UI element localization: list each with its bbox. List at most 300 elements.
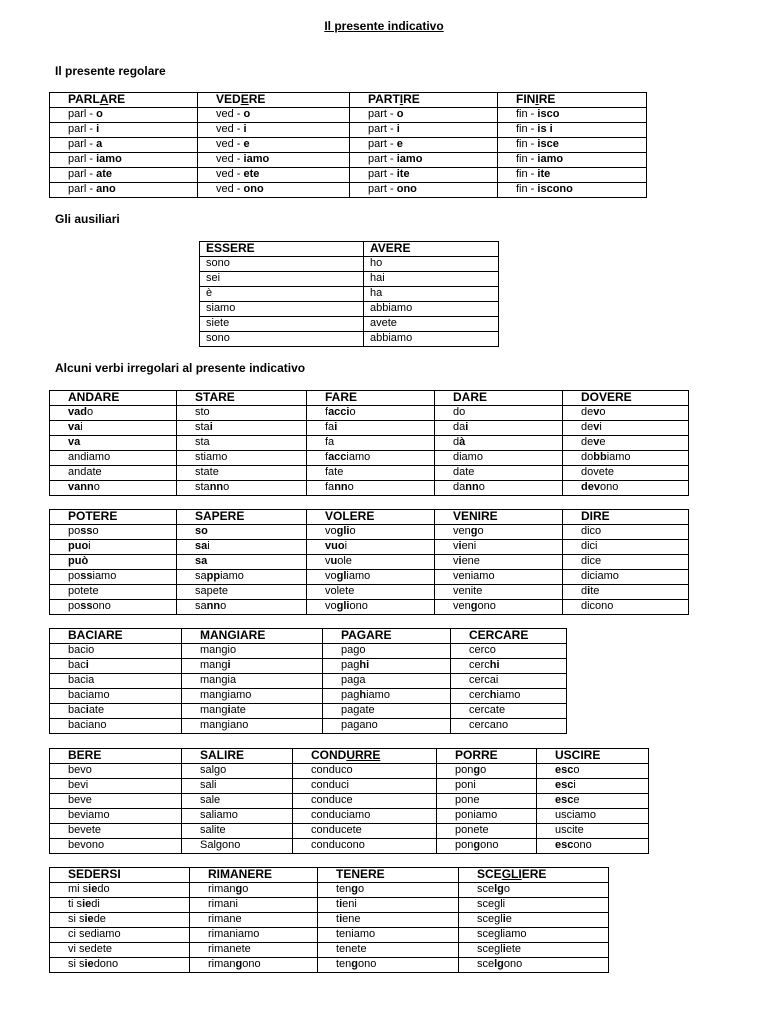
- column-header: [307, 391, 435, 406]
- text-segment: salite: [200, 824, 226, 837]
- text-segment: o: [242, 883, 249, 896]
- text-segment: mangiamo: [200, 689, 252, 702]
- text-segment: si s: [68, 913, 85, 926]
- ending-highlight: isce: [537, 138, 559, 151]
- ending-highlight: ono: [396, 183, 417, 196]
- ending-highlight: ite: [537, 168, 551, 181]
- text-segment: mang: [200, 704, 228, 717]
- table-row: [50, 674, 567, 689]
- table-cell: [498, 168, 647, 183]
- text-segment: fa: [325, 481, 335, 494]
- table-cell: [451, 644, 567, 659]
- table-cell: [198, 183, 350, 198]
- text-segment: e: [573, 794, 580, 807]
- column-header: [50, 629, 182, 644]
- section-heading-ausiliari: Gli ausiliari: [55, 212, 120, 226]
- table-cell: [177, 540, 307, 555]
- ending-highlight: i: [458, 555, 462, 568]
- text-segment: o: [220, 600, 227, 613]
- table-cell: [50, 809, 182, 824]
- table-row: [50, 689, 567, 704]
- text-segment: avete: [370, 317, 397, 330]
- table-cell: [50, 555, 177, 570]
- ending-highlight: isco: [537, 108, 560, 121]
- table-cell: [50, 928, 190, 943]
- ending-highlight: g: [235, 883, 243, 896]
- text-segment: i: [80, 421, 83, 434]
- ending-highlight: i: [85, 659, 89, 672]
- ending-highlight: nn: [209, 481, 224, 494]
- column-header: [50, 391, 177, 406]
- ending-highlight: g: [473, 764, 481, 777]
- ending-highlight: i: [458, 540, 462, 553]
- table-cell: [293, 794, 437, 809]
- column-header: [50, 749, 182, 764]
- text-segment: SAPERE: [195, 509, 245, 524]
- table-header-row: [50, 391, 689, 406]
- table-cell: [323, 704, 451, 719]
- text-segment: cerc: [469, 659, 490, 672]
- text-segment: ci sediamo: [68, 928, 121, 941]
- text-segment: te: [590, 585, 600, 598]
- text-segment: ate: [230, 704, 246, 717]
- text-segment: parl -: [68, 153, 97, 166]
- table-cell: [293, 779, 437, 794]
- text-segment: parl -: [68, 123, 97, 136]
- text-segment: sto: [195, 406, 210, 419]
- underlined-segment: GLI: [501, 867, 522, 882]
- table-cell: [50, 839, 182, 854]
- table-cell: [177, 421, 307, 436]
- text-segment: sa: [195, 570, 207, 583]
- table-cell: [350, 168, 498, 183]
- table-cell: [50, 153, 198, 168]
- table-cell: [563, 540, 689, 555]
- table-cell: [50, 540, 177, 555]
- text-segment: o: [358, 883, 365, 896]
- table-cell: [293, 809, 437, 824]
- text-segment: pag: [341, 689, 360, 702]
- column-header: [435, 391, 563, 406]
- text-segment: v: [325, 555, 331, 568]
- ending-highlight: ie: [88, 883, 98, 896]
- text-segment: PAGARE: [341, 628, 392, 643]
- table-cell: [435, 451, 563, 466]
- text-segment: fin -: [516, 138, 538, 151]
- text-segment: do: [453, 406, 466, 419]
- text-segment: VED: [216, 92, 241, 107]
- text-segment: ti s: [68, 898, 83, 911]
- table-row: [50, 436, 689, 451]
- table-cell: [293, 824, 437, 839]
- table-cell: [498, 153, 647, 168]
- text-segment: sale: [200, 794, 221, 807]
- column-header: [182, 629, 323, 644]
- text-segment: state: [195, 466, 219, 479]
- table-cell: [435, 540, 563, 555]
- ending-highlight: puo: [68, 540, 89, 553]
- text-segment: eni: [461, 540, 477, 553]
- table-cell: [435, 555, 563, 570]
- table-cell: [50, 525, 177, 540]
- text-segment: ha: [370, 287, 383, 300]
- text-segment: o: [503, 883, 511, 896]
- table-cell: [307, 481, 435, 496]
- text-segment: i: [207, 540, 210, 553]
- table-cell: [50, 898, 190, 913]
- table-cell: [200, 317, 364, 332]
- text-segment: CERCARE: [469, 628, 529, 643]
- table-cell: [459, 943, 609, 958]
- table-ausiliari: [199, 241, 499, 347]
- table-cell: [307, 585, 435, 600]
- table-cell: [435, 466, 563, 481]
- text-segment: ete: [505, 943, 522, 956]
- text-segment: part -: [368, 138, 397, 151]
- table-cell: [50, 883, 190, 898]
- text-segment: riman: [208, 883, 236, 896]
- ending-highlight: so: [195, 525, 208, 538]
- table-cell: [50, 659, 182, 674]
- table-row: [50, 824, 649, 839]
- text-segment: andiamo: [68, 451, 111, 464]
- text-segment: iamo: [366, 689, 390, 702]
- table-cell: [451, 704, 567, 719]
- text-segment: ene: [461, 555, 480, 568]
- table-cell: [200, 272, 364, 287]
- text-segment: ole: [337, 555, 352, 568]
- table-cell: [451, 659, 567, 674]
- table-cell: [177, 570, 307, 585]
- table-cell: [50, 689, 182, 704]
- table-cell: [537, 824, 649, 839]
- table-cell: [200, 287, 364, 302]
- ending-highlight: e: [396, 138, 403, 151]
- table-cell: [318, 898, 459, 913]
- text-segment: cercate: [469, 704, 506, 717]
- table-cell: [50, 600, 177, 615]
- text-segment: mangio: [200, 644, 237, 657]
- ending-highlight: i: [85, 704, 89, 717]
- text-segment: o: [92, 525, 99, 538]
- ending-highlight: i: [587, 585, 591, 598]
- table-cell: [182, 824, 293, 839]
- table-row: [50, 153, 647, 168]
- section-heading-regolare: Il presente regolare: [55, 64, 166, 78]
- text-segment: sono: [206, 332, 230, 345]
- table-cell: [182, 659, 323, 674]
- table-row: [50, 809, 649, 824]
- table-cell: [50, 108, 198, 123]
- text-segment: da: [453, 421, 466, 434]
- table-cell: [307, 451, 435, 466]
- table-row: [50, 168, 647, 183]
- ending-highlight: vuo: [325, 540, 345, 553]
- text-segment: parl -: [68, 168, 97, 181]
- table-cell: [318, 928, 459, 943]
- table-regolare: [49, 92, 647, 198]
- ending-highlight: g: [470, 525, 478, 538]
- table-cell: [177, 451, 307, 466]
- underlined-segment: I: [399, 92, 404, 107]
- table-cell: [198, 108, 350, 123]
- text-segment: sono: [206, 257, 230, 270]
- table-cell: [50, 168, 198, 183]
- text-segment: VENIRE: [453, 509, 498, 524]
- text-segment: part -: [368, 123, 397, 136]
- column-header: [459, 868, 609, 883]
- text-segment: ono: [477, 600, 496, 613]
- table-cell: [50, 183, 198, 198]
- column-header: [537, 749, 649, 764]
- ending-highlight: i: [227, 659, 231, 672]
- table-row: [50, 839, 649, 854]
- table-cell: [435, 436, 563, 451]
- text-segment: SCE: [477, 867, 502, 882]
- text-segment: da: [453, 481, 466, 494]
- column-header: [563, 391, 689, 406]
- table-cell: [537, 794, 649, 809]
- table-cell: [435, 525, 563, 540]
- text-segment: ved -: [216, 183, 244, 196]
- text-segment: ved -: [216, 153, 244, 166]
- text-segment: dice: [581, 555, 602, 568]
- table-row: [200, 332, 499, 347]
- text-segment: cerco: [469, 644, 496, 657]
- table-cell: [198, 153, 350, 168]
- table-cell: [323, 689, 451, 704]
- table-cell: [182, 704, 323, 719]
- column-header: [177, 510, 307, 525]
- text-segment: ten: [336, 958, 352, 971]
- table-cell: [537, 839, 649, 854]
- ending-highlight: va: [68, 421, 81, 434]
- text-segment: conducono: [311, 839, 365, 852]
- text-segment: rimane: [208, 913, 242, 926]
- text-segment: RE: [248, 92, 266, 107]
- text-segment: e: [505, 913, 512, 926]
- text-segment: de: [581, 436, 594, 449]
- table-cell: [50, 138, 198, 153]
- text-segment: v: [453, 555, 459, 568]
- text-segment: part -: [368, 108, 397, 121]
- table-cell: [50, 585, 177, 600]
- text-segment: fin -: [516, 183, 538, 196]
- text-segment: fate: [325, 466, 344, 479]
- text-segment: STARE: [195, 390, 235, 405]
- text-segment: BACIARE: [68, 628, 123, 643]
- table-cell: [190, 943, 318, 958]
- text-segment: d: [581, 585, 588, 598]
- text-segment: abbiamo: [370, 302, 413, 315]
- ending-highlight: ite: [396, 168, 410, 181]
- text-segment: iamo: [346, 451, 371, 464]
- text-segment: TENERE: [336, 867, 385, 882]
- table-header-row: [200, 242, 499, 257]
- text-segment: parl -: [68, 108, 97, 121]
- text-segment: bevo: [68, 764, 92, 777]
- text-segment: diciamo: [581, 570, 619, 583]
- ending-highlight: g: [351, 883, 359, 896]
- table-cell: [50, 674, 182, 689]
- column-header: [498, 93, 647, 108]
- ending-highlight: iamo: [96, 153, 122, 166]
- text-segment: d: [453, 436, 460, 449]
- text-segment: bacia: [68, 674, 95, 687]
- table-cell: [563, 525, 689, 540]
- ending-highlight: lg: [494, 958, 504, 971]
- table-cell: [182, 794, 293, 809]
- ending-highlight: v: [593, 436, 600, 449]
- table-cell: [190, 928, 318, 943]
- text-segment: pon: [455, 764, 474, 777]
- column-header: [563, 510, 689, 525]
- text-segment: SALIRE: [200, 748, 245, 763]
- text-segment: beve: [68, 794, 92, 807]
- text-segment: siete: [206, 317, 230, 330]
- text-segment: o: [349, 406, 356, 419]
- text-segment: sapete: [195, 585, 229, 598]
- text-segment: scegliamo: [477, 928, 527, 941]
- text-segment: stiamo: [195, 451, 228, 464]
- text-segment: andate: [68, 466, 102, 479]
- table-cell: [293, 839, 437, 854]
- text-segment: f: [325, 406, 329, 419]
- text-segment: USCIRE: [555, 748, 601, 763]
- table-cell: [50, 958, 190, 973]
- table-cell: [323, 719, 451, 734]
- text-segment: ven: [453, 525, 471, 538]
- text-segment: poniamo: [455, 809, 498, 822]
- table-row: [50, 883, 609, 898]
- text-segment: vo: [325, 600, 337, 613]
- table-row: [200, 287, 499, 302]
- table-row: [50, 898, 609, 913]
- ending-highlight: h: [489, 689, 497, 702]
- text-segment: ono: [349, 600, 368, 613]
- ending-highlight: g: [473, 839, 481, 852]
- text-segment: pon: [455, 839, 474, 852]
- text-segment: rimani: [208, 898, 238, 911]
- text-segment: fa: [325, 421, 335, 434]
- text-segment: usciamo: [555, 809, 596, 822]
- text-segment: iamo: [346, 570, 371, 583]
- ending-highlight: ie: [82, 898, 92, 911]
- table-row: [50, 525, 689, 540]
- text-segment: siamo: [206, 302, 236, 315]
- table-row: [50, 958, 609, 973]
- text-segment: ven: [453, 600, 471, 613]
- ending-highlight: vann: [68, 481, 94, 494]
- ending-highlight: o: [396, 108, 404, 121]
- table-cell: [200, 332, 364, 347]
- text-segment: pag: [341, 659, 360, 672]
- text-segment: diamo: [453, 451, 483, 464]
- table-cell: [437, 779, 537, 794]
- table-irregolari-3: [49, 628, 567, 734]
- text-segment: parl -: [68, 138, 97, 151]
- text-segment: bacio: [68, 644, 95, 657]
- column-header: [364, 242, 499, 257]
- table-row: [200, 302, 499, 317]
- ending-highlight: a: [96, 138, 103, 151]
- text-segment: o: [599, 406, 606, 419]
- table-cell: [198, 123, 350, 138]
- table-cell: [435, 406, 563, 421]
- text-segment: do: [581, 451, 594, 464]
- text-segment: bac: [68, 704, 86, 717]
- table-cell: [182, 719, 323, 734]
- text-segment: po: [68, 600, 81, 613]
- ending-highlight: nn: [465, 481, 479, 494]
- text-segment: i: [88, 540, 91, 553]
- text-segment: scegl: [477, 913, 503, 926]
- table-cell: [307, 540, 435, 555]
- text-segment: teniamo: [336, 928, 376, 941]
- section-heading-irregolari: Alcuni verbi irregolari al presente indicativo: [55, 361, 306, 375]
- table-cell: [190, 898, 318, 913]
- text-segment: o: [349, 525, 356, 538]
- text-segment: part -: [368, 168, 397, 181]
- table-cell: [50, 406, 177, 421]
- table-cell: [435, 600, 563, 615]
- table-cell: [563, 466, 689, 481]
- table-cell: [498, 123, 647, 138]
- text-segment: sce: [477, 958, 495, 971]
- table-cell: [364, 257, 499, 272]
- table-row: [50, 659, 567, 674]
- text-segment: DIRE: [581, 509, 610, 524]
- text-segment: scegl: [477, 943, 503, 956]
- text-segment: pone: [455, 794, 480, 807]
- text-segment: t: [336, 898, 340, 911]
- text-segment: ved -: [216, 138, 244, 151]
- table-row: [50, 585, 689, 600]
- table-irregolari-5: [49, 867, 609, 973]
- table-row: [50, 555, 689, 570]
- text-segment: si s: [68, 958, 85, 971]
- table-row: [50, 406, 689, 421]
- ending-highlight: sa: [195, 555, 208, 568]
- table-header-row: [50, 868, 609, 883]
- ending-highlight: può: [68, 555, 89, 568]
- text-segment: ono: [480, 839, 499, 852]
- table-row: [200, 317, 499, 332]
- text-segment: ono: [573, 839, 592, 852]
- ending-highlight: ss: [80, 600, 93, 613]
- underlined-segment: E: [240, 92, 249, 107]
- text-segment: poni: [455, 779, 476, 792]
- table-row: [200, 257, 499, 272]
- text-segment: è: [206, 287, 213, 300]
- table-cell: [177, 585, 307, 600]
- text-segment: conduco: [311, 764, 353, 777]
- table-cell: [50, 123, 198, 138]
- table-cell: [498, 138, 647, 153]
- text-segment: bevono: [68, 839, 105, 852]
- ending-highlight: h: [359, 689, 367, 702]
- text-segment: hai: [370, 272, 385, 285]
- table-cell: [50, 451, 177, 466]
- table-header-row: [50, 629, 567, 644]
- text-segment: AVERE: [370, 241, 411, 256]
- underlined-segment: A: [99, 92, 109, 107]
- table-cell: [50, 436, 177, 451]
- table-cell: [190, 958, 318, 973]
- text-segment: ESSERE: [206, 241, 255, 256]
- ending-highlight: ete: [243, 168, 260, 181]
- column-header: [50, 868, 190, 883]
